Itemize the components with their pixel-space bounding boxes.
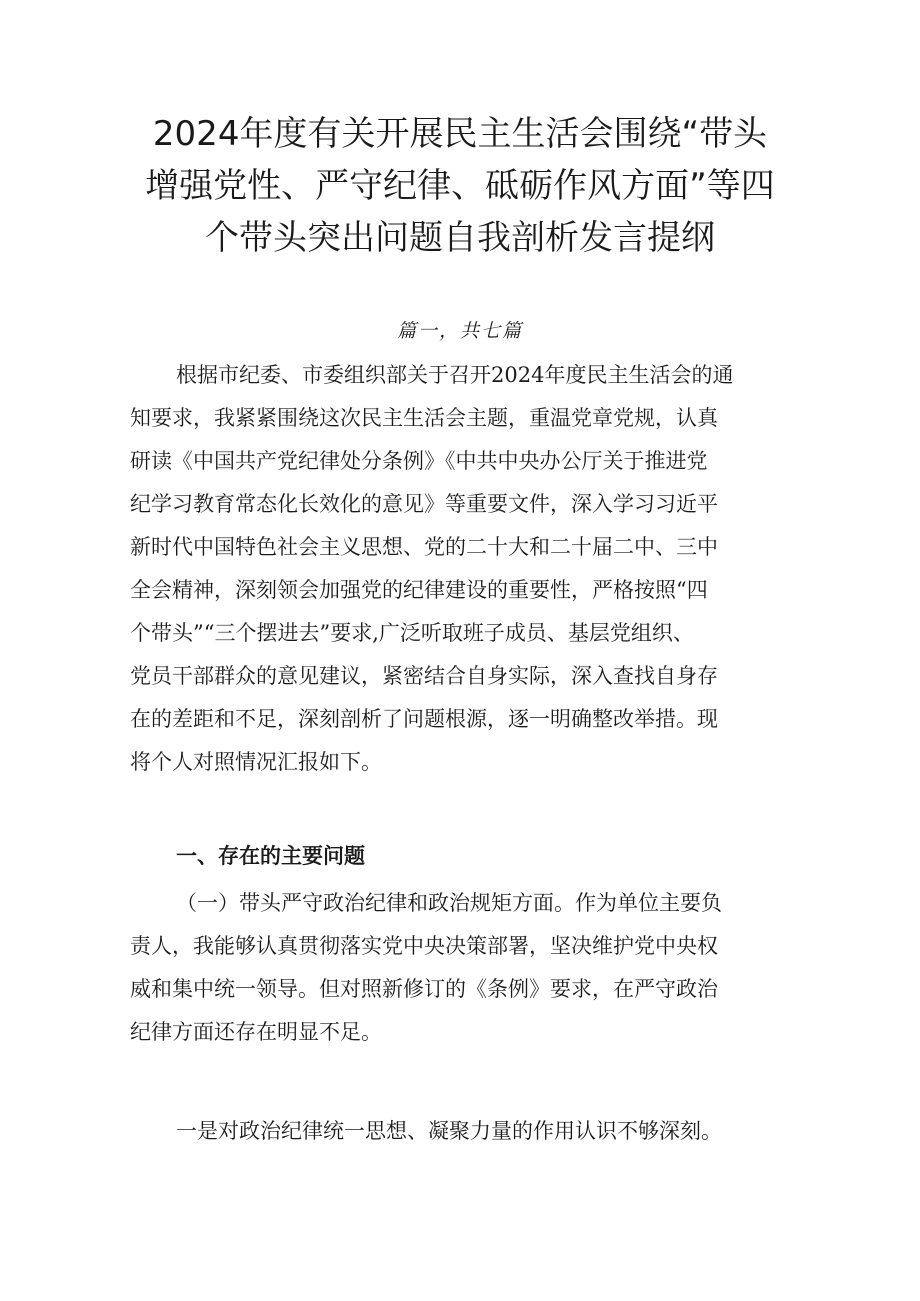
section-paragraph xyxy=(130,882,790,1054)
paragraph-line: 新时代中国特色社会主义思想、党的二十大和二十届二中、三中 xyxy=(130,535,718,559)
paragraph-line: 全会精神，深刻领会加强党的纪律建设的重要性，严格按照“四 xyxy=(130,578,708,602)
paragraph-line: 将个人对照情况汇报如下。 xyxy=(130,750,382,774)
document-title xyxy=(140,108,780,264)
paragraph-line: 纪律方面还存在明显不足。 xyxy=(130,1020,382,1044)
point-paragraph xyxy=(130,1110,790,1153)
title-line: 2024年度有关开展民主生活会围绕“带头 xyxy=(152,114,768,154)
paragraph-line: 在的差距和不足，深刻剖析了问题根源，逐一明确整改举措。现 xyxy=(130,707,718,731)
paragraph-line: 党员干部群众的意见建议，紧密结合自身实际，深入查找自身存 xyxy=(130,664,718,688)
paragraph-line: 威和集中统一领导。但对照新修订的《条例》要求，在严守政治 xyxy=(130,977,718,1001)
paragraph-line: 研读《中国共产党纪律处分条例》《中共中央办公厅关于推进党 xyxy=(130,449,708,473)
paragraph-line: 纪学习教育常态化长效化的意见》等重要文件，深入学习习近平 xyxy=(130,492,718,516)
title-line: 个带头突出问题自我剖析发言提纲 xyxy=(205,218,715,258)
paragraph-line: 根据市纪委、市委组织部关于召开2024年度民主生活会的通 xyxy=(176,363,734,387)
paragraph-line: 个带头”“三个摆进去”要求,广泛听取班子成员、基层党组织、 xyxy=(130,621,694,645)
paragraph-line: （一）带头严守政治纪律和政治规矩方面。作为单位主要负 xyxy=(176,891,722,915)
intro-paragraph xyxy=(130,354,790,784)
title-line: 增强党性、严守纪律、砥砺作风方面”等四 xyxy=(145,166,775,206)
section-heading: 一、存在的主要问题 xyxy=(176,844,365,868)
document-subtitle: 篇一，共七篇 xyxy=(396,320,523,342)
paragraph-line: 知要求，我紧紧围绕这次民主生活会主题，重温党章党规，认真 xyxy=(130,406,718,430)
paragraph-line: 一是对政治纪律统一思想、凝聚力量的作用认识不够深刻。 xyxy=(176,1119,722,1143)
paragraph-line: 责人，我能够认真贯彻落实党中央决策部署，坚决维护党中央权 xyxy=(130,934,718,958)
